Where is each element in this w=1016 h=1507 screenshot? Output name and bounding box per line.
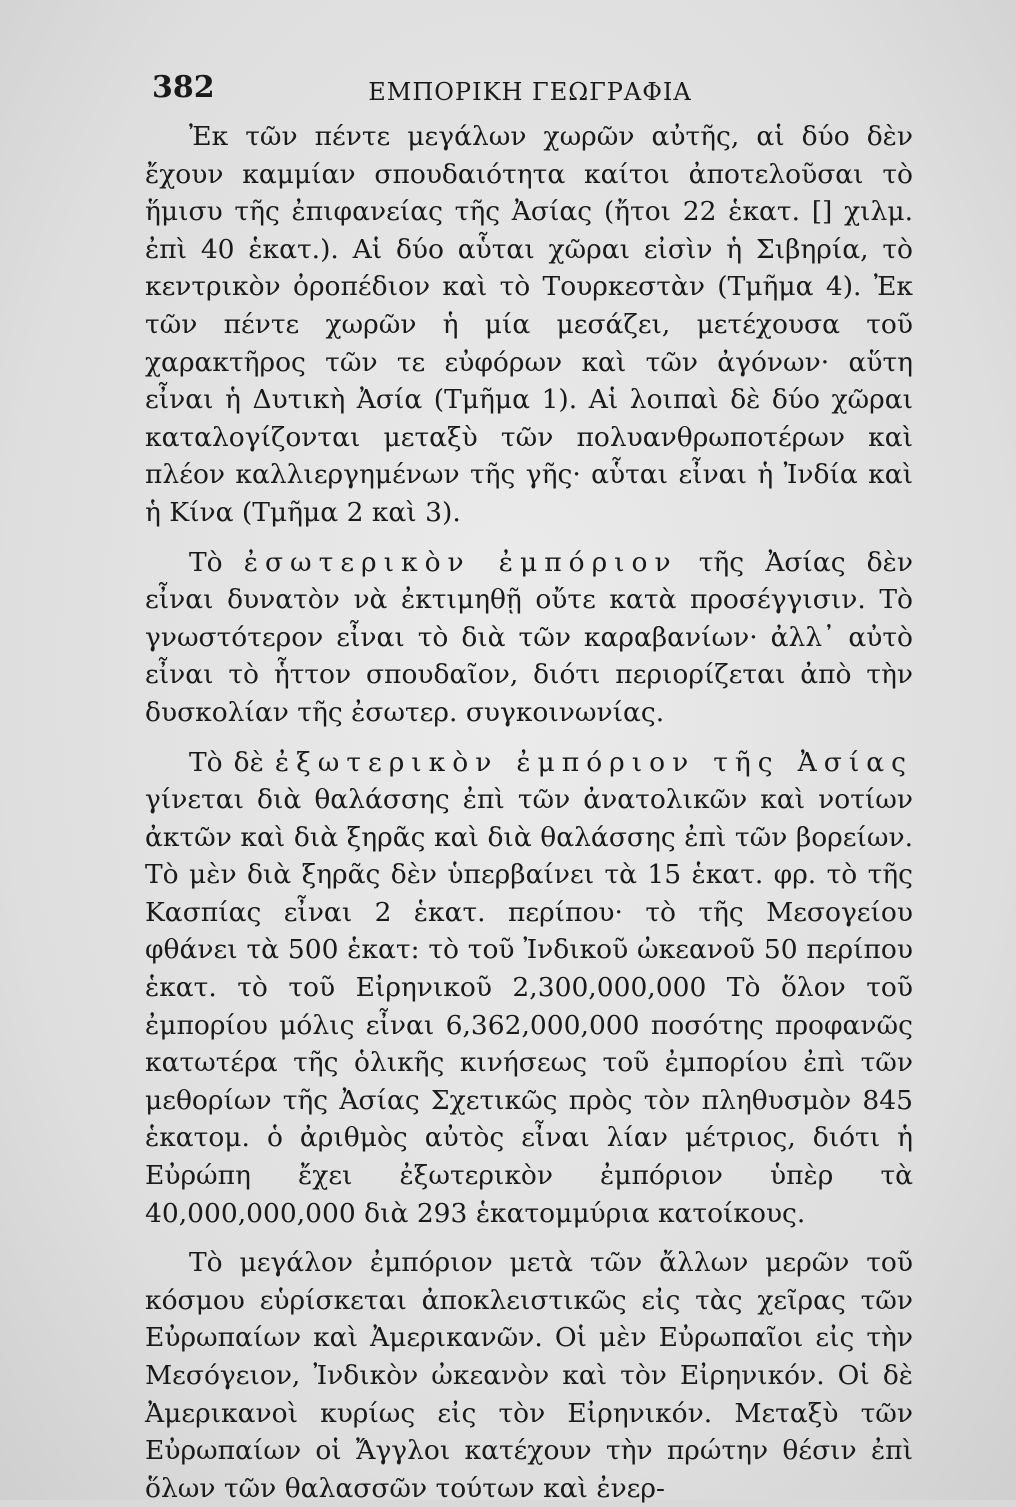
running-title: ΕΜΠΟΡΙΚΗ ΓΕΩΓΡΑΦΙΑ <box>368 78 692 106</box>
paragraph-3-term: ἐξωτερικὸν ἐμπόριον τῆς Ἀσίας <box>274 746 913 778</box>
page-header <box>150 70 910 120</box>
paragraph-2-term: ἐσωτερικὸν ἐμπόριον <box>243 546 678 578</box>
paragraph-3-lead: Τὸ δὲ <box>189 746 264 778</box>
body-text <box>145 118 913 1507</box>
paragraph-2 <box>145 544 913 732</box>
paragraph-3 <box>145 744 913 1233</box>
paragraph-3-rest: γίνεται διὰ θαλάσσης ἐπὶ τῶν ἀνατολικῶν καὶ νοτίων ἀκτῶν καὶ διὰ ξηρᾶς καὶ διὰ θαλάσσης ἐπὶ τῶν βορείων. Τὸ μὲν διὰ ξηρᾶς δὲν ὑπερβαίνει τὰ 15 ἑκατ. φρ. τὸ τῆς Κασπίας εἶναι 2 ἑκατ. περίπου· τὸ τῆς Μεσογείου φθάνει τὰ 500 ἑκατ: τὸ τοῦ Ἰνδικοῦ ὠκεανοῦ 50 περίπου ἑκατ. τὸ τοῦ Εἰρηνικοῦ 2,300,000,000 Τὸ ὅλον τοῦ ἐμπορίου μόλις εἶναι 6,362,000,000 ποσότης προφανῶς κατωτέρα τῆς ὁλικῆς κινήσεως τοῦ ἐμπορίου ἐπὶ τῶν μεθορίων τῆς Ἀσίας Σχετικῶς πρὸς τὸν πληθυσμὸν 845 ἑκατομ. ὁ ἀριθμὸς αὐτὸς εἶναι λίαν μέτριος, διότι ἡ Εὐρώπη ἔχει ἐξωτερικὸν ἐμπόριον ὑπὲρ τὰ 40,000,000,000 διὰ 293 ἑκατομμύρια κατοίκους. <box>145 784 913 1229</box>
paragraph-2-rest: τῆς Ἀσίας δὲν εἶναι δυνατὸν νὰ ἐκτιμηθῇ οὔτε κατὰ προσέγγισιν. Τὸ γνωστότερον εἶναι τὸ διὰ τῶν καραβανίων· ἀλλ᾽ αὐτὸ εἶναι τὸ ἧττον σπουδαῖον, διότι περιορίζεται ἀπὸ τὴν δυσκολίαν τῆς ἐσωτερ. συγκοινωνίας. <box>145 546 913 728</box>
page-number: 382 <box>152 70 215 105</box>
paragraph-4: Τὸ μεγάλον ἐμπόριον μετὰ τῶν ἄλλων μερῶν τοῦ κόσμου εὑρίσκεται ἀποκλειστικῶς εἰς τὰς χεῖρας τῶν Εὐρωπαίων καὶ Ἀμερικανῶν. Οἱ μὲν Εὐρωπαῖοι εἰς τὴν Μεσόγειον, Ἰνδικὸν ὠκεανὸν καὶ τὸν Εἰρηνικόν. Οἱ δὲ Ἀμερικανοὶ κυρίως εἰς τὸν Εἰρηνικόν. Μεταξὺ τῶν Εὐρωπαίων οἱ Ἄγγλοι κατέχουν τὴν πρώτην θέσιν ἐπὶ ὅλων τῶν θαλασσῶν τούτων καὶ ἐνερ- <box>145 1247 913 1504</box>
paragraph-2-lead: Τὸ <box>189 546 223 578</box>
paragraph-1: Ἐκ τῶν πέντε μεγάλων χωρῶν αὐτῆς, αἱ δύο δὲν ἔχουν καμμίαν σπουδαιότητα καίτοι ἀποτελοῦσαι τὸ ἥμισυ τῆς ἐπιφανείας τῆς Ἀσίας (ἤτοι 22 ἑκατ. [] χιλμ. ἐπὶ 40 ἑκατ.). Αἱ δύο αὗται χῶραι εἰσὶν ἡ Σιβηρία, τὸ κεντρικὸν ὀροπέδιον καὶ τὸ Τουρκεστὰν (Τμῆμα 4). Ἐκ τῶν πέντε χωρῶν ἡ μία μεσάζει, μετέχουσα τοῦ χαρακτῆρος τῶν τε εὐφόρων καὶ τῶν ἀγόνων· αὕτη εἶναι ἡ Δυτικὴ Ἀσία (Τμῆμα 1). Αἱ λοιπαὶ δὲ δύο χῶραι καταλογίζονται μεταξὺ τῶν πολυανθρωποτέρων καὶ πλέον καλλιεργημένων τῆς γῆς· αὗται εἶναι ἡ Ἰνδία καὶ ἡ Κίνα (Τμῆμα 2 καὶ 3). <box>145 121 913 528</box>
